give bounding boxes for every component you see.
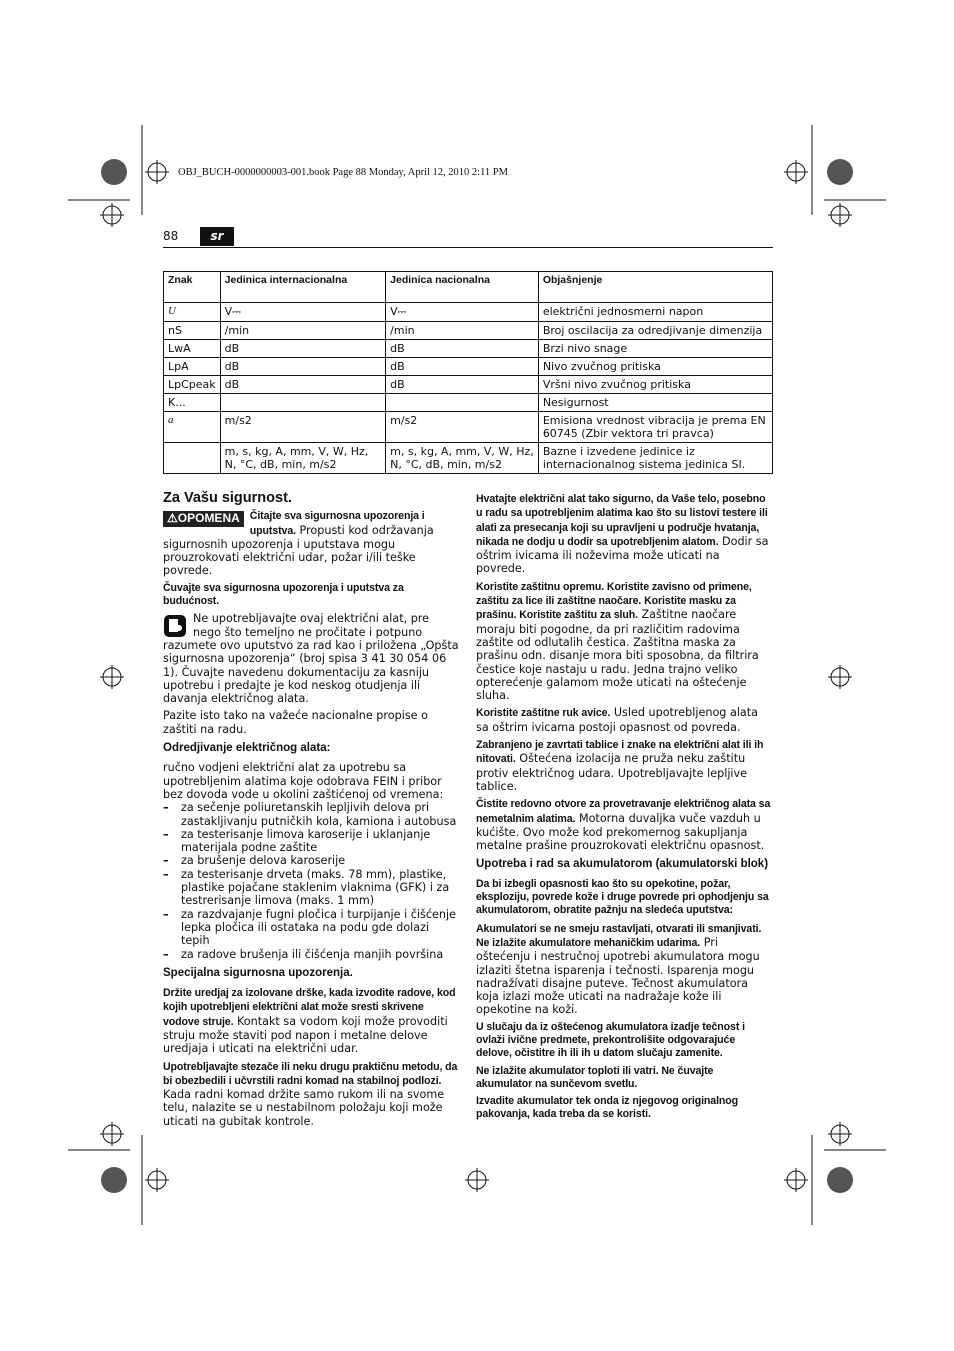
table-cell <box>386 394 539 412</box>
bold-text: Držite uredjaj za izolovane drške, kada izvodite radove, kod kojih upotrebljeni električni alat može sresti skrivene vodove struje. <box>163 987 456 1028</box>
bold-text: Akumulatori se ne smeju rastavljati, otvarati ili smanjivati. Ne izlažite akumulatore mehaničkim udarima. <box>476 922 762 949</box>
bold-text: Koristite zaštitne ruk avice. <box>476 707 611 720</box>
battery-paragraph <box>476 922 772 1017</box>
language-badge: sr <box>200 227 234 246</box>
body-text: Kontakt sa vodom koji može provoditi struju može staviti pod napon i metalne delove uredjaja i uticati na električni udar. <box>163 1014 448 1056</box>
list-item: – za testerisanje drveta (maks. 78 mm), plastike, plastike pojačane staklenim vlaknima (GFK) i za testrerisanje limova (maks. 1 mm) <box>163 868 459 908</box>
right-column <box>476 492 772 1126</box>
warning-label: OPOMENA <box>177 511 240 526</box>
use-text: ručno vodjeni električni alat za upotrebu sa upotrebljenim alatima koje odobrava FEIN i pribor bez dovoda vode u okolini zaštićenoj od vremena: <box>163 761 444 801</box>
safety-paragraph <box>163 1060 459 1128</box>
bold-text: Upotrebljavajte stezače ili neku drugu praktičnu metodu, da bi obezbedili i učvrstili radni komad na stabilnoj podlozi. <box>163 1060 458 1087</box>
read-manual-text: Ne upotrebljavajte ovaj električni alat, pre nego što temeljno ne pročitate i potpuno razumete ovo uputstvo za rad kao i priložena „Opšta sigurnosna upozorenja“ (broj spisa 3 41 30 054 06 1). Čuvajte navedenu dokumentaciju za kasniju upotrebu i predajte je kod neskog otudjenja ili davanja električnog alata. <box>163 612 459 706</box>
table-cell: V⎓ <box>220 303 386 322</box>
column-header: Jedinica internacionalna <box>220 272 386 303</box>
book-slug: OBJ_BUCH-0000000003-001.book Page 88 Monday, April 12, 2010 2:11 PM <box>178 167 508 178</box>
table-cell: Nesigurnost <box>538 394 772 412</box>
table-cell: dB <box>220 358 386 376</box>
table-cell: dB <box>386 340 539 358</box>
table-row <box>164 443 773 474</box>
table-cell: Broj oscilacija za odredjivanje dimenzija <box>538 322 772 340</box>
section-title: Za Vašu sigurnost. <box>163 490 292 506</box>
body-text: Dodir sa oštrim ivicama ili noževima može uticati na povrede. <box>476 534 769 576</box>
table-cell: dB <box>386 376 539 394</box>
table-row <box>164 412 773 443</box>
safety-paragraph <box>476 706 772 734</box>
body-text: Pri oštećenju i nestručnoj upotrebi akumulatora mogu izlaziti štetna isparenja i tečnosti. Isparenja mogu nadražívati disajne puteve. Tečnost akumulatora koja izlazi može uticati na nadražaje kože ili opekotine na koži. <box>476 935 760 1017</box>
keep-instructions: Čuvajte sva sigurnosna upozorenja i uputstva za budućnost. <box>163 581 404 608</box>
header-rule <box>163 247 773 248</box>
table-cell <box>164 443 221 474</box>
table-cell: dB <box>220 340 386 358</box>
table-cell: U <box>164 303 221 322</box>
bold-text: Zabranjeno je zavrtati tablice i znake na električni alat ili ih nitovati. <box>476 739 764 766</box>
table-cell: LpCpeak <box>164 376 221 394</box>
table-row <box>164 303 773 322</box>
special-heading: Specijalna sigurnosna upozorenja. <box>163 966 353 979</box>
battery-heading: Upotreba i rad sa akumulatorom (akumulatorski blok) <box>476 858 769 871</box>
list-item: – za razdvajanje fugni pločica i turpijanje i čišćenje lepka pločica ili ostataka na podu gde dolazi tepih <box>163 908 459 948</box>
battery-paragraph: Izvadite akumulator tek onda iz njegovog originalnog pakovanja, kada treba da se koristi. <box>476 1095 739 1121</box>
table-header-row <box>164 272 773 303</box>
column-header: Objašnjenje <box>538 272 772 303</box>
body-text: Zaštitne naočare moraju biti pogodne, da pri različitim radovima zaštite od odlutalih čestica. Zaštitna maska za prašinu odn. disanje mora biti sposobna, da filtrira čestice koje nastaju u radu. Jedna trajno veliko opterećenje galamom može uticati na oštećenje sluha. <box>476 608 759 703</box>
table-cell: Emisiona vrednost vibracija je prema EN 60745 (Zbir vektora tri pravca) <box>538 412 772 443</box>
battery-paragraph: Ne izlažite akumulator toploti ili vatri. Ne čuvajte akumulator na sunčevom svetlu. <box>476 1064 714 1090</box>
table-cell: a <box>164 412 221 443</box>
bold-text: Čistite redovno otvore za provetravanje električnog alata sa nemetalnim alatima. <box>476 798 771 825</box>
table-cell: LwA <box>164 340 221 358</box>
warning-bold-text: Čitajte sva sigurnosna upozorenja i uputstva. <box>249 510 425 537</box>
national-rules: Pazite isto tako na važeće nacionalne propise o zaštiti na radu. <box>163 709 428 736</box>
table-cell: /min <box>386 322 539 340</box>
read-manual-icon <box>163 614 187 638</box>
warning-badge <box>163 511 244 526</box>
symbols-table <box>163 271 773 474</box>
column-header: Jedinica nacionalna <box>386 272 539 303</box>
list-item: – za testerisanje limova karoserije i uklanjanje materijala podne zaštite <box>163 828 459 855</box>
table-cell: /min <box>220 322 386 340</box>
safety-paragraph <box>476 580 772 703</box>
table-cell: Vršni nivo zvučnog pritiska <box>538 376 772 394</box>
warning-triangle-icon: ⚠ <box>167 511 178 526</box>
table-row <box>164 358 773 376</box>
column-header: Znak <box>164 272 221 303</box>
list-item: – za radove brušenja ili čišćenja manjih površina <box>163 948 459 961</box>
body-text: Kada radni komad držite samo rukom ili na svome telu, nalazite se u nestabilnom položaju koji može uticati na gubitak kontrole. <box>163 1088 445 1128</box>
list-item: – za sečenje poliuretanskih lepljivih delova pri zastakljivanju putničkih kola, kamiona i autobusa <box>163 801 459 828</box>
safety-paragraph <box>476 492 772 576</box>
body-text: Oštećena izolacija ne pruža neku zaštitu protiv električnog udara. Upotrebljavajte lepljive tablice. <box>476 752 748 793</box>
table-row <box>164 376 773 394</box>
table-cell: dB <box>220 376 386 394</box>
table-cell: m/s2 <box>220 412 386 443</box>
table-row <box>164 322 773 340</box>
table-row <box>164 340 773 358</box>
body-text: Usled upotrebljenog alata sa oštrim ivicama postoji opasnost od povreda. <box>476 706 759 734</box>
table-cell: Bazne i izvedene jedinice iz internacionalnog sistema jedinica SI. <box>538 443 772 474</box>
use-heading: Odredjivanje električnog alata: <box>163 742 331 755</box>
table-cell: K... <box>164 394 221 412</box>
warning-text: Propusti kod održavanja sigurnosnih upozorenja i uputstava mogu prouzrokovati električni udar, požar i/ili teške povrede. <box>163 523 434 578</box>
battery-paragraph: Da bi izbegli opasnosti kao što su opekotine, požar, eksploziju, povrede kože i druge povrede pri ophodjenju sa akumulatorom, obratite pažnju na sledeća uputstva: <box>476 877 769 917</box>
table-cell: Nivo zvučnog pritiska <box>538 358 772 376</box>
table-cell: m, s, kg, A, mm, V, W, Hz, N, °C, dB, min, m/s2 <box>386 443 539 474</box>
table-cell <box>220 394 386 412</box>
use-list <box>163 801 459 961</box>
bold-text: Koristite zaštitnu opremu. Koristite zavisno od primene, zaštitu za lice ili zaštitne naočare. Koristite masku za prašinu. Koristite zaštitu za sluh. <box>476 580 752 622</box>
page-number: 88 <box>163 229 179 243</box>
table-cell: dB <box>386 358 539 376</box>
safety-paragraph <box>476 738 772 793</box>
bold-text: Hvatajte električni alat tako sigurno, da Vaše telo, posebno u radu sa upotrebljenim alatima kao što su listovi testere ili alati za presecanja koji su upravljeni u područje hvatanja, nikada ne dodju u dodir sa upotrebljenim alatom. <box>476 493 768 548</box>
table-cell: m/s2 <box>386 412 539 443</box>
safety-paragraph <box>476 797 772 852</box>
table-cell: Brzi nivo snage <box>538 340 772 358</box>
battery-paragraph: U slučaju da iz oštećenog akumulatora izadje tečnost i ovlaži ivične predmete, prekontrolišite odgovarajuće delove, očistitre ih ili ih u datom slučaju zamenite. <box>476 1020 745 1060</box>
table-row <box>164 394 773 412</box>
table-cell: V⎓ <box>386 303 539 322</box>
table-cell: nS <box>164 322 221 340</box>
table-cell: m, s, kg, A, mm, V, W, Hz, N, °C, dB, min, m/s2 <box>220 443 386 474</box>
warning-paragraph <box>163 509 459 577</box>
table-cell: LpA <box>164 358 221 376</box>
left-column <box>163 492 459 1132</box>
table-cell: električni jednosmerni napon <box>538 303 772 322</box>
body-text: Motorna duvaljka vuče vazduh u kućište. Ovo može kod prekomernog sakupljanja metalne prašine prouzrokovati električnu opasnost. <box>476 811 765 853</box>
safety-paragraph <box>163 986 459 1055</box>
read-manual-paragraph <box>163 612 459 705</box>
list-item: – za brušenje delova karoserije <box>163 854 459 867</box>
